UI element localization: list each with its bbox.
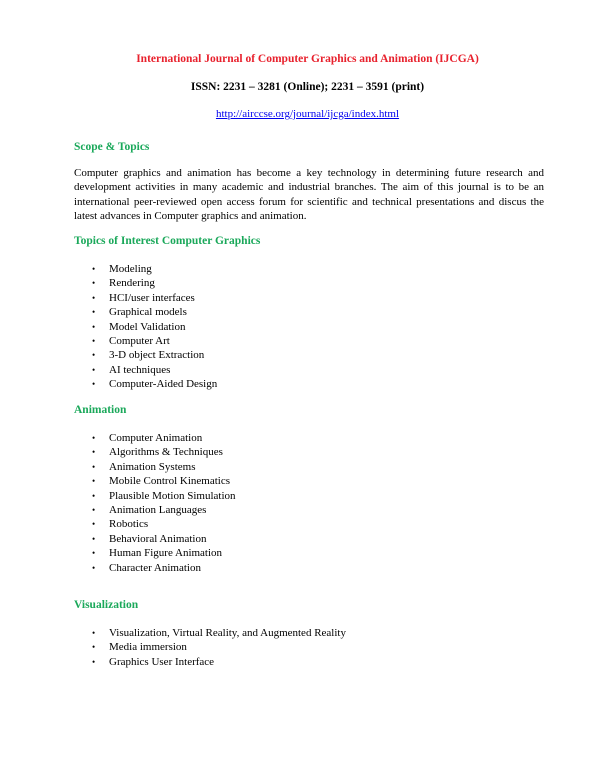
bullet-icon: • bbox=[92, 350, 96, 361]
bullet-icon: • bbox=[92, 379, 96, 390]
list-item: • Algorithms & Techniques bbox=[92, 446, 223, 459]
list-item: • Graphics User Interface bbox=[92, 655, 215, 668]
list-item: • Robotics bbox=[92, 518, 149, 531]
journal-url-link[interactable]: http://airccse.org/journal/ijcga/index.html bbox=[215, 108, 400, 120]
bullet-icon: • bbox=[92, 533, 96, 544]
computer-graphics-list bbox=[92, 262, 217, 392]
list-item: • 3-D object Extraction bbox=[92, 349, 205, 362]
list-item: • Animation Languages bbox=[92, 504, 207, 517]
bullet-icon: • bbox=[92, 461, 96, 472]
bullet-icon: • bbox=[92, 562, 96, 573]
bullet-icon: • bbox=[92, 447, 96, 458]
list-item: • Human Figure Animation bbox=[92, 547, 223, 560]
bullet-icon: • bbox=[92, 278, 96, 289]
list-item: • Modeling bbox=[92, 263, 152, 275]
visualization-list bbox=[92, 626, 346, 669]
journal-title: International Journal of Computer Graphics and Animation (IJCGA) bbox=[136, 53, 479, 65]
animation-list bbox=[92, 431, 236, 575]
bullet-icon: • bbox=[92, 505, 96, 516]
list-item: • Media immersion bbox=[92, 641, 187, 654]
bullet-icon: • bbox=[92, 548, 96, 559]
bullet-icon: • bbox=[92, 364, 96, 375]
bullet-icon: • bbox=[92, 628, 96, 638]
visualization-heading: Visualization bbox=[74, 599, 139, 611]
list-item: • Computer Animation bbox=[92, 432, 203, 444]
bullet-icon: • bbox=[92, 656, 96, 667]
bullet-icon: • bbox=[92, 519, 96, 530]
bullet-icon: • bbox=[92, 336, 96, 347]
animation-heading: Animation bbox=[74, 404, 127, 416]
list-item: • Graphical models bbox=[92, 306, 187, 319]
computer-graphics-heading: Topics of Interest Computer Graphics bbox=[74, 235, 261, 247]
list-item: • Mobile Control Kinematics bbox=[92, 475, 230, 488]
list-item: • HCI/user interfaces bbox=[92, 291, 195, 304]
list-item: • Behavioral Animation bbox=[92, 532, 207, 545]
bullet-icon: • bbox=[92, 321, 96, 332]
list-item: • Computer Art bbox=[92, 335, 170, 348]
scope-paragraph: Computer graphics and animation has become a key technology in determining future research and development activities in many academic and industrial branches. The aim of this journal is to be an international peer-reviewed open access forum for scientific and technical presentations and discus the latest advances in Computer graphics and animation. bbox=[74, 167, 544, 222]
bullet-icon: • bbox=[92, 490, 96, 501]
bullet-icon: • bbox=[92, 264, 96, 274]
list-item: • Visualization, Virtual Reality, and Augmented Reality bbox=[92, 627, 346, 639]
list-item: • Animation Systems bbox=[92, 460, 196, 473]
bullet-icon: • bbox=[92, 433, 96, 443]
issn-line: ISSN: 2231 – 3281 (Online); 2231 – 3591 (print) bbox=[190, 81, 425, 93]
list-item: • AI techniques bbox=[92, 363, 171, 376]
list-item: • Model Validation bbox=[92, 320, 186, 333]
bullet-icon: • bbox=[92, 642, 96, 653]
list-item: • Plausible Motion Simulation bbox=[92, 489, 236, 502]
scope-heading: Scope & Topics bbox=[74, 141, 150, 153]
bullet-icon: • bbox=[92, 307, 96, 318]
bullet-icon: • bbox=[92, 476, 96, 487]
list-item: • Character Animation bbox=[92, 561, 201, 574]
list-item: • Rendering bbox=[92, 277, 155, 290]
bullet-icon: • bbox=[92, 292, 96, 303]
list-item: • Computer-Aided Design bbox=[92, 378, 218, 391]
